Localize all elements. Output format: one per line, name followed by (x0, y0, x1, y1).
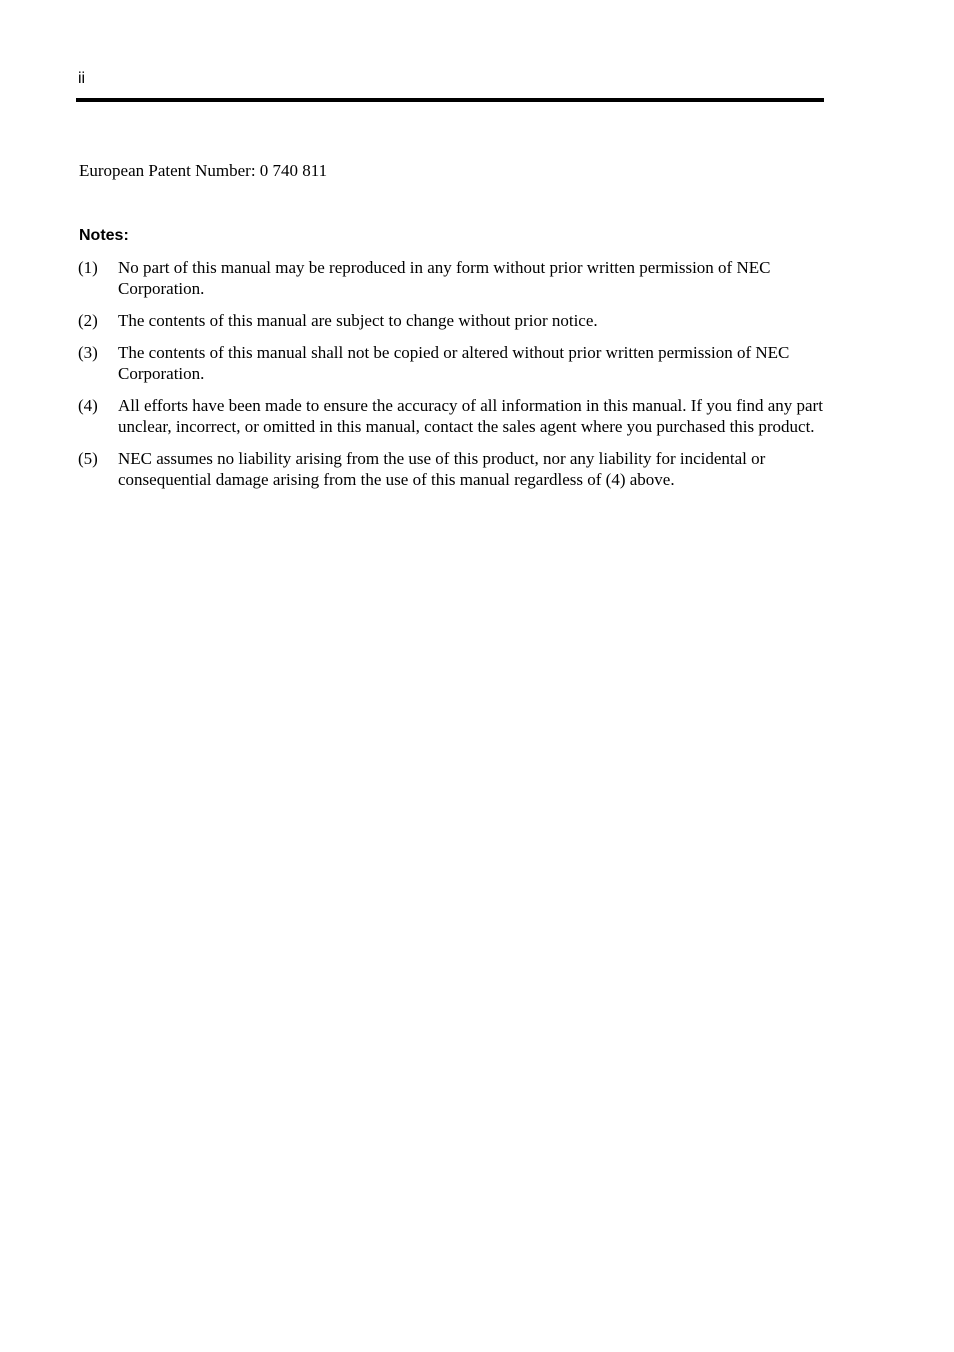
note-item-1 (78, 257, 828, 300)
note-item-5 (78, 448, 828, 491)
note-item-3 (78, 342, 828, 385)
note-number: (5) (78, 449, 98, 469)
note-item-4 (78, 395, 828, 438)
notes-list (78, 257, 828, 501)
note-text: NEC assumes no liability arising from the use of this product, nor any liability for incidental or consequential damage arising from the use of this manual regardless of (4) above. (118, 449, 766, 490)
note-text: All efforts have been made to ensure the accuracy of all information in this manual. If you find any part unclear, incorrect, or omitted in this manual, contact the sales agent where you purchased this product. (118, 395, 823, 437)
note-number: (2) (78, 311, 98, 331)
note-text: The contents of this manual are subject to change without prior notice. (118, 311, 598, 331)
note-number: (1) (78, 258, 98, 277)
note-number: (3) (78, 342, 98, 362)
notes-heading: Notes: (79, 227, 129, 244)
note-item-2 (78, 310, 828, 331)
note-text: The contents of this manual shall not be copied or altered without prior written permission of NEC Corporation. (118, 342, 790, 384)
header-rule (76, 98, 824, 102)
note-text: No part of this manual may be reproduced in any form without prior written permission of NEC Corporation. (118, 258, 771, 299)
patent-number-text: European Patent Number: 0 740 811 (79, 161, 328, 180)
note-number: (4) (78, 395, 98, 415)
page-number: ii (78, 70, 86, 87)
